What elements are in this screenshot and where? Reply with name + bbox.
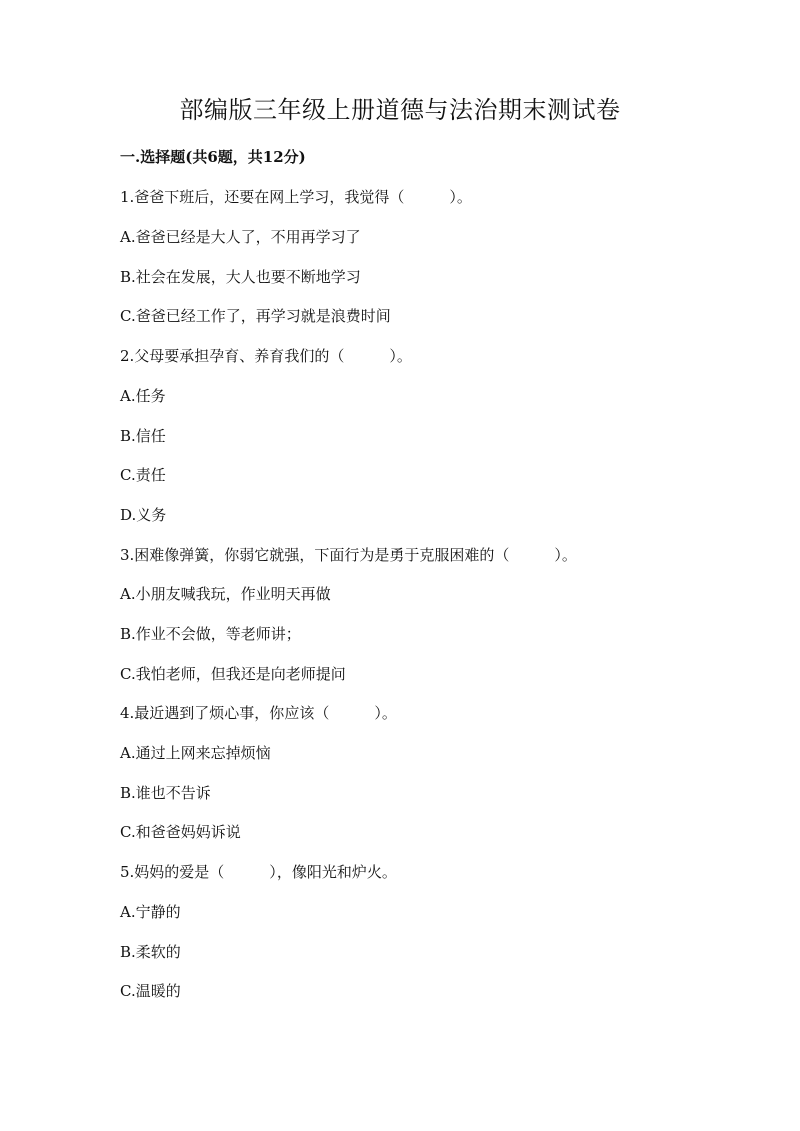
answer-option: A.小朋友喊我玩，作业明天再做 [120, 585, 331, 603]
answer-option: B.柔软的 [120, 943, 181, 961]
answer-option: B.社会在发展，大人也要不断地学习 [120, 268, 361, 286]
question-stem: 3.困难像弹簧，你弱它就强，下面行为是勇于克服困难的（ ）。 [120, 546, 577, 564]
answer-option: A.爸爸已经是大人了，不用再学习了 [120, 228, 361, 246]
answer-option: B.信任 [120, 427, 166, 445]
answer-option: C.温暖的 [120, 982, 181, 1000]
question-stem: 2.父母要承担孕育、养育我们的（ ）。 [120, 347, 412, 365]
question-stem: 5.妈妈的爱是（ ），像阳光和炉火。 [120, 863, 397, 881]
page-title: 部编版三年级上册道德与法治期末测试卷 [179, 96, 621, 124]
answer-option: C.我怕老师，但我还是向老师提问 [120, 665, 346, 683]
answer-option: C.和爸爸妈妈诉说 [120, 823, 241, 841]
answer-option: A.任务 [120, 387, 166, 405]
answer-option: D.义务 [120, 506, 167, 524]
question-stem: 1.爸爸下班后，还要在网上学习，我觉得（ ）。 [120, 188, 472, 206]
section-heading: 一.选择题(共6题，共12分) [120, 148, 306, 166]
answer-option: C.爸爸已经工作了，再学习就是浪费时间 [120, 307, 391, 325]
answer-option: B.谁也不告诉 [120, 784, 211, 802]
answer-option: C.责任 [120, 466, 166, 484]
answer-option: A.宁静的 [120, 903, 181, 921]
answer-option: A.通过上网来忘掉烦恼 [120, 744, 271, 762]
question-stem: 4.最近遇到了烦心事，你应该（ ）。 [120, 704, 397, 722]
answer-option: B.作业不会做，等老师讲； [120, 625, 301, 643]
